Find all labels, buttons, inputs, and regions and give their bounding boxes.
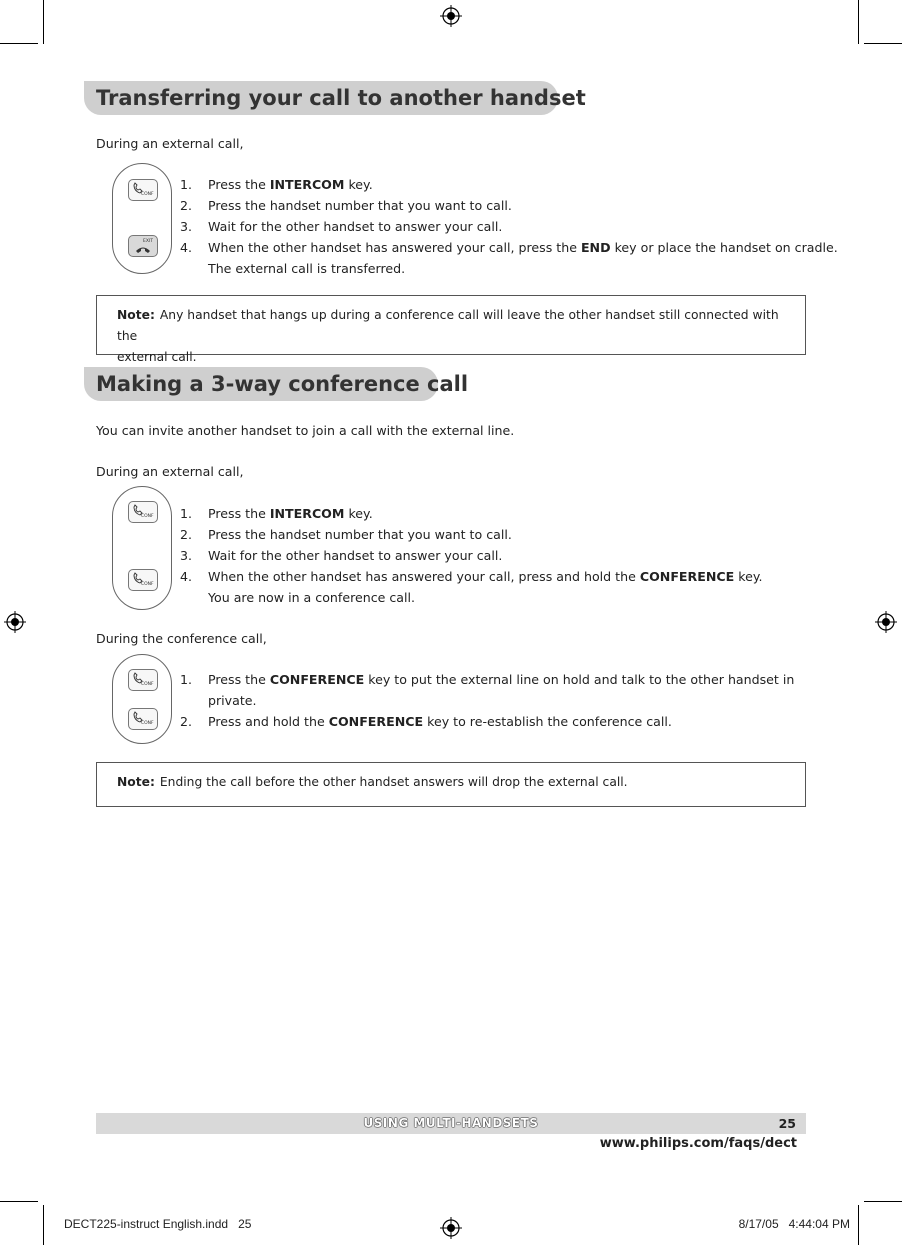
step-text: Press the INTERCOM key. <box>208 506 373 521</box>
step-number: 2. <box>180 714 193 729</box>
step-number: 3. <box>180 219 193 234</box>
footer-bar <box>96 1113 806 1134</box>
step-text: Press and hold the CONFERENCE key to re-establish the conference call. <box>208 714 672 729</box>
intro-text: During an external call, <box>96 464 244 479</box>
handset-illustration <box>112 654 172 744</box>
note-box <box>96 762 806 807</box>
registration-mark-icon <box>875 611 897 633</box>
crop-mark <box>864 43 902 44</box>
intro-text: During an external call, <box>96 136 244 151</box>
step-number: 4. <box>180 240 193 255</box>
step-text: Wait for the other handset to answer your call. <box>208 548 503 563</box>
conference-key-icon <box>128 569 158 591</box>
crop-mark <box>858 0 859 44</box>
step-text: Wait for the other handset to answer your call. <box>208 219 503 234</box>
note-text: Any handset that hangs up during a conference call will leave the other handset still connected with the <box>117 308 779 343</box>
step-text: When the other handset has answered your call, press the END key or place the handset on cradle. <box>208 240 838 255</box>
note-label: Note: <box>117 308 155 322</box>
footer-section-title: USING MULTI-HANDSETS <box>363 1116 539 1130</box>
section-heading: Making a 3-way conference call <box>84 367 438 401</box>
conf-key-label: CONF <box>141 682 154 687</box>
support-url: www.philips.com/faqs/dect <box>599 1136 797 1151</box>
crop-mark <box>864 1201 902 1202</box>
handset-illustration <box>112 163 172 274</box>
conf-key-label: CONF <box>141 192 154 197</box>
print-slug-file: DECT225-instruct English.indd 25 <box>64 1217 252 1231</box>
step-text: Press the INTERCOM key. <box>208 177 373 192</box>
step-text: The external call is transferred. <box>208 261 406 276</box>
intro-text: During the conference call, <box>96 631 267 646</box>
note-text: external call. <box>117 350 197 364</box>
conf-key-label: CONF <box>141 721 154 726</box>
note-text: Ending the call before the other handset answers will drop the external call. <box>159 775 628 789</box>
crop-mark <box>0 1201 38 1202</box>
conf-key-label: CONF <box>141 514 154 519</box>
step-number: 3. <box>180 548 193 563</box>
step-number: 4. <box>180 569 193 584</box>
print-slug-date: 8/17/05 4:44:04 PM <box>738 1217 850 1231</box>
step-number: 1. <box>180 506 193 521</box>
crop-mark <box>858 1205 859 1245</box>
step-number: 2. <box>180 527 193 542</box>
step-text: private. <box>208 693 257 708</box>
conference-key-icon <box>128 501 158 523</box>
handset-illustration <box>112 486 172 610</box>
step-text: Press the CONFERENCE key to put the external line on hold and talk to the other handset in <box>208 672 795 687</box>
conference-key-icon <box>128 708 158 730</box>
step-text: When the other handset has answered your call, press and hold the CONFERENCE key. <box>208 569 763 584</box>
step-text: Press the handset number that you want to call. <box>208 527 512 542</box>
crop-mark <box>43 1205 44 1245</box>
exit-key-label: EXIT <box>143 239 154 244</box>
step-number: 1. <box>180 177 193 192</box>
section-heading: Transferring your call to another handset <box>84 81 558 115</box>
page-number: 25 <box>778 1116 796 1131</box>
conference-key-icon <box>128 669 158 691</box>
step-text: Press the handset number that you want to call. <box>208 198 512 213</box>
crop-mark <box>0 43 38 44</box>
registration-mark-icon <box>4 611 26 633</box>
registration-mark-icon <box>440 5 462 27</box>
note-box <box>96 295 806 364</box>
step-number: 1. <box>180 672 193 687</box>
note-label: Note: <box>117 775 155 789</box>
intro-text: You can invite another handset to join a call with the external line. <box>96 423 515 438</box>
step-number: 2. <box>180 198 193 213</box>
registration-mark-icon <box>440 1217 462 1239</box>
end-key-icon <box>128 235 158 257</box>
step-text: You are now in a conference call. <box>208 590 416 605</box>
conference-key-icon <box>128 179 158 201</box>
conf-key-label: CONF <box>141 582 154 587</box>
crop-mark <box>43 0 44 44</box>
